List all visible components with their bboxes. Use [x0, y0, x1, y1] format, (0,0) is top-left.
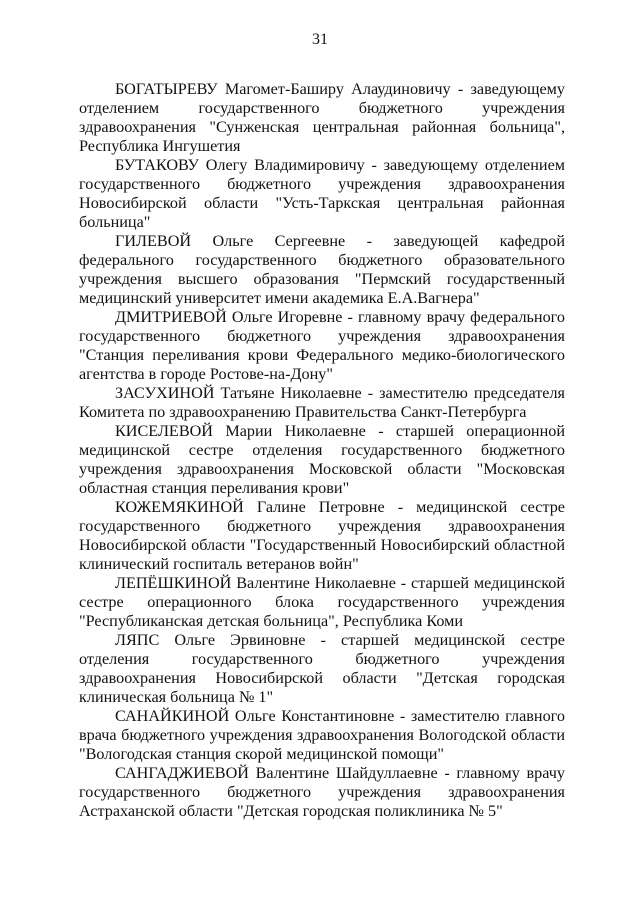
list-item: ЛЕПЁШКИНОЙ Валентине Николаевне - старшей медицинской сестре операционного блока государственного учреждения "Республиканская детская больница", Республика Коми	[79, 574, 565, 630]
list-item: САНГАДЖИЕВОЙ Валентине Шайдуллаевне - главному врачу государственного бюджетного учреждения здравоохранения Астраханской области "Детская городская поликлиника № 5"	[79, 764, 565, 820]
list-item: ЗАСУХИНОЙ Татьяне Николаевне - заместителю председателя Комитета по здравоохранению Правительства Санкт-Петербурга	[79, 384, 565, 421]
list-item: БУТАКОВУ Олегу Владимировичу - заведующему отделением государственного бюджетного учреждения здравоохранения Новосибирской области "Усть-Таркская центральная районная больница"	[79, 156, 565, 231]
page-number: 31	[312, 31, 328, 48]
list-item: КОЖЕМЯКИНОЙ Галине Петровне - медицинской сестре государственного бюджетного учреждения здравоохранения Новосибирской области "Государственный Новосибирский областной клинический госпиталь ветеранов войн"	[79, 498, 565, 573]
award-list	[79, 80, 565, 821]
list-item: ГИЛЕВОЙ Ольге Сергеевне - заведующей кафедрой федерального государственного бюджетного образовательного учреждения высшего образования "Пермский государственный медицинский университет имени академика Е.А.Вагнера"	[79, 232, 565, 307]
list-item: БОГАТЫРЕВУ Магомет-Баширу Алаудиновичу - заведующему отделением государственного бюджетного учреждения здравоохранения "Сунженская центральная районная больница", Республика Ингушетия	[79, 80, 565, 155]
list-item: САНАЙКИНОЙ Ольге Константиновне - заместителю главного врача бюджетного учреждения здравоохранения Вологодской области "Вологодская станция скорой медицинской помощи"	[79, 707, 565, 763]
list-item: ДМИТРИЕВОЙ Ольге Игоревне - главному врачу федерального государственного бюджетного учреждения здравоохранения "Станция переливания крови Федерального медико-биологического агентства в городе Ростове-на-Дону"	[79, 308, 565, 383]
list-item: КИСЕЛЕВОЙ Марии Николаевне - старшей операционной медицинской сестре отделения государственного бюджетного учреждения здравоохранения Московской области "Московская областная станция переливания крови"	[79, 422, 565, 497]
list-item: ЛЯПС Ольге Эрвиновне - старшей медицинской сестре отделения государственного бюджетного учреждения здравоохранения Новосибирской области "Детская городская клиническая больница № 1"	[79, 631, 565, 706]
